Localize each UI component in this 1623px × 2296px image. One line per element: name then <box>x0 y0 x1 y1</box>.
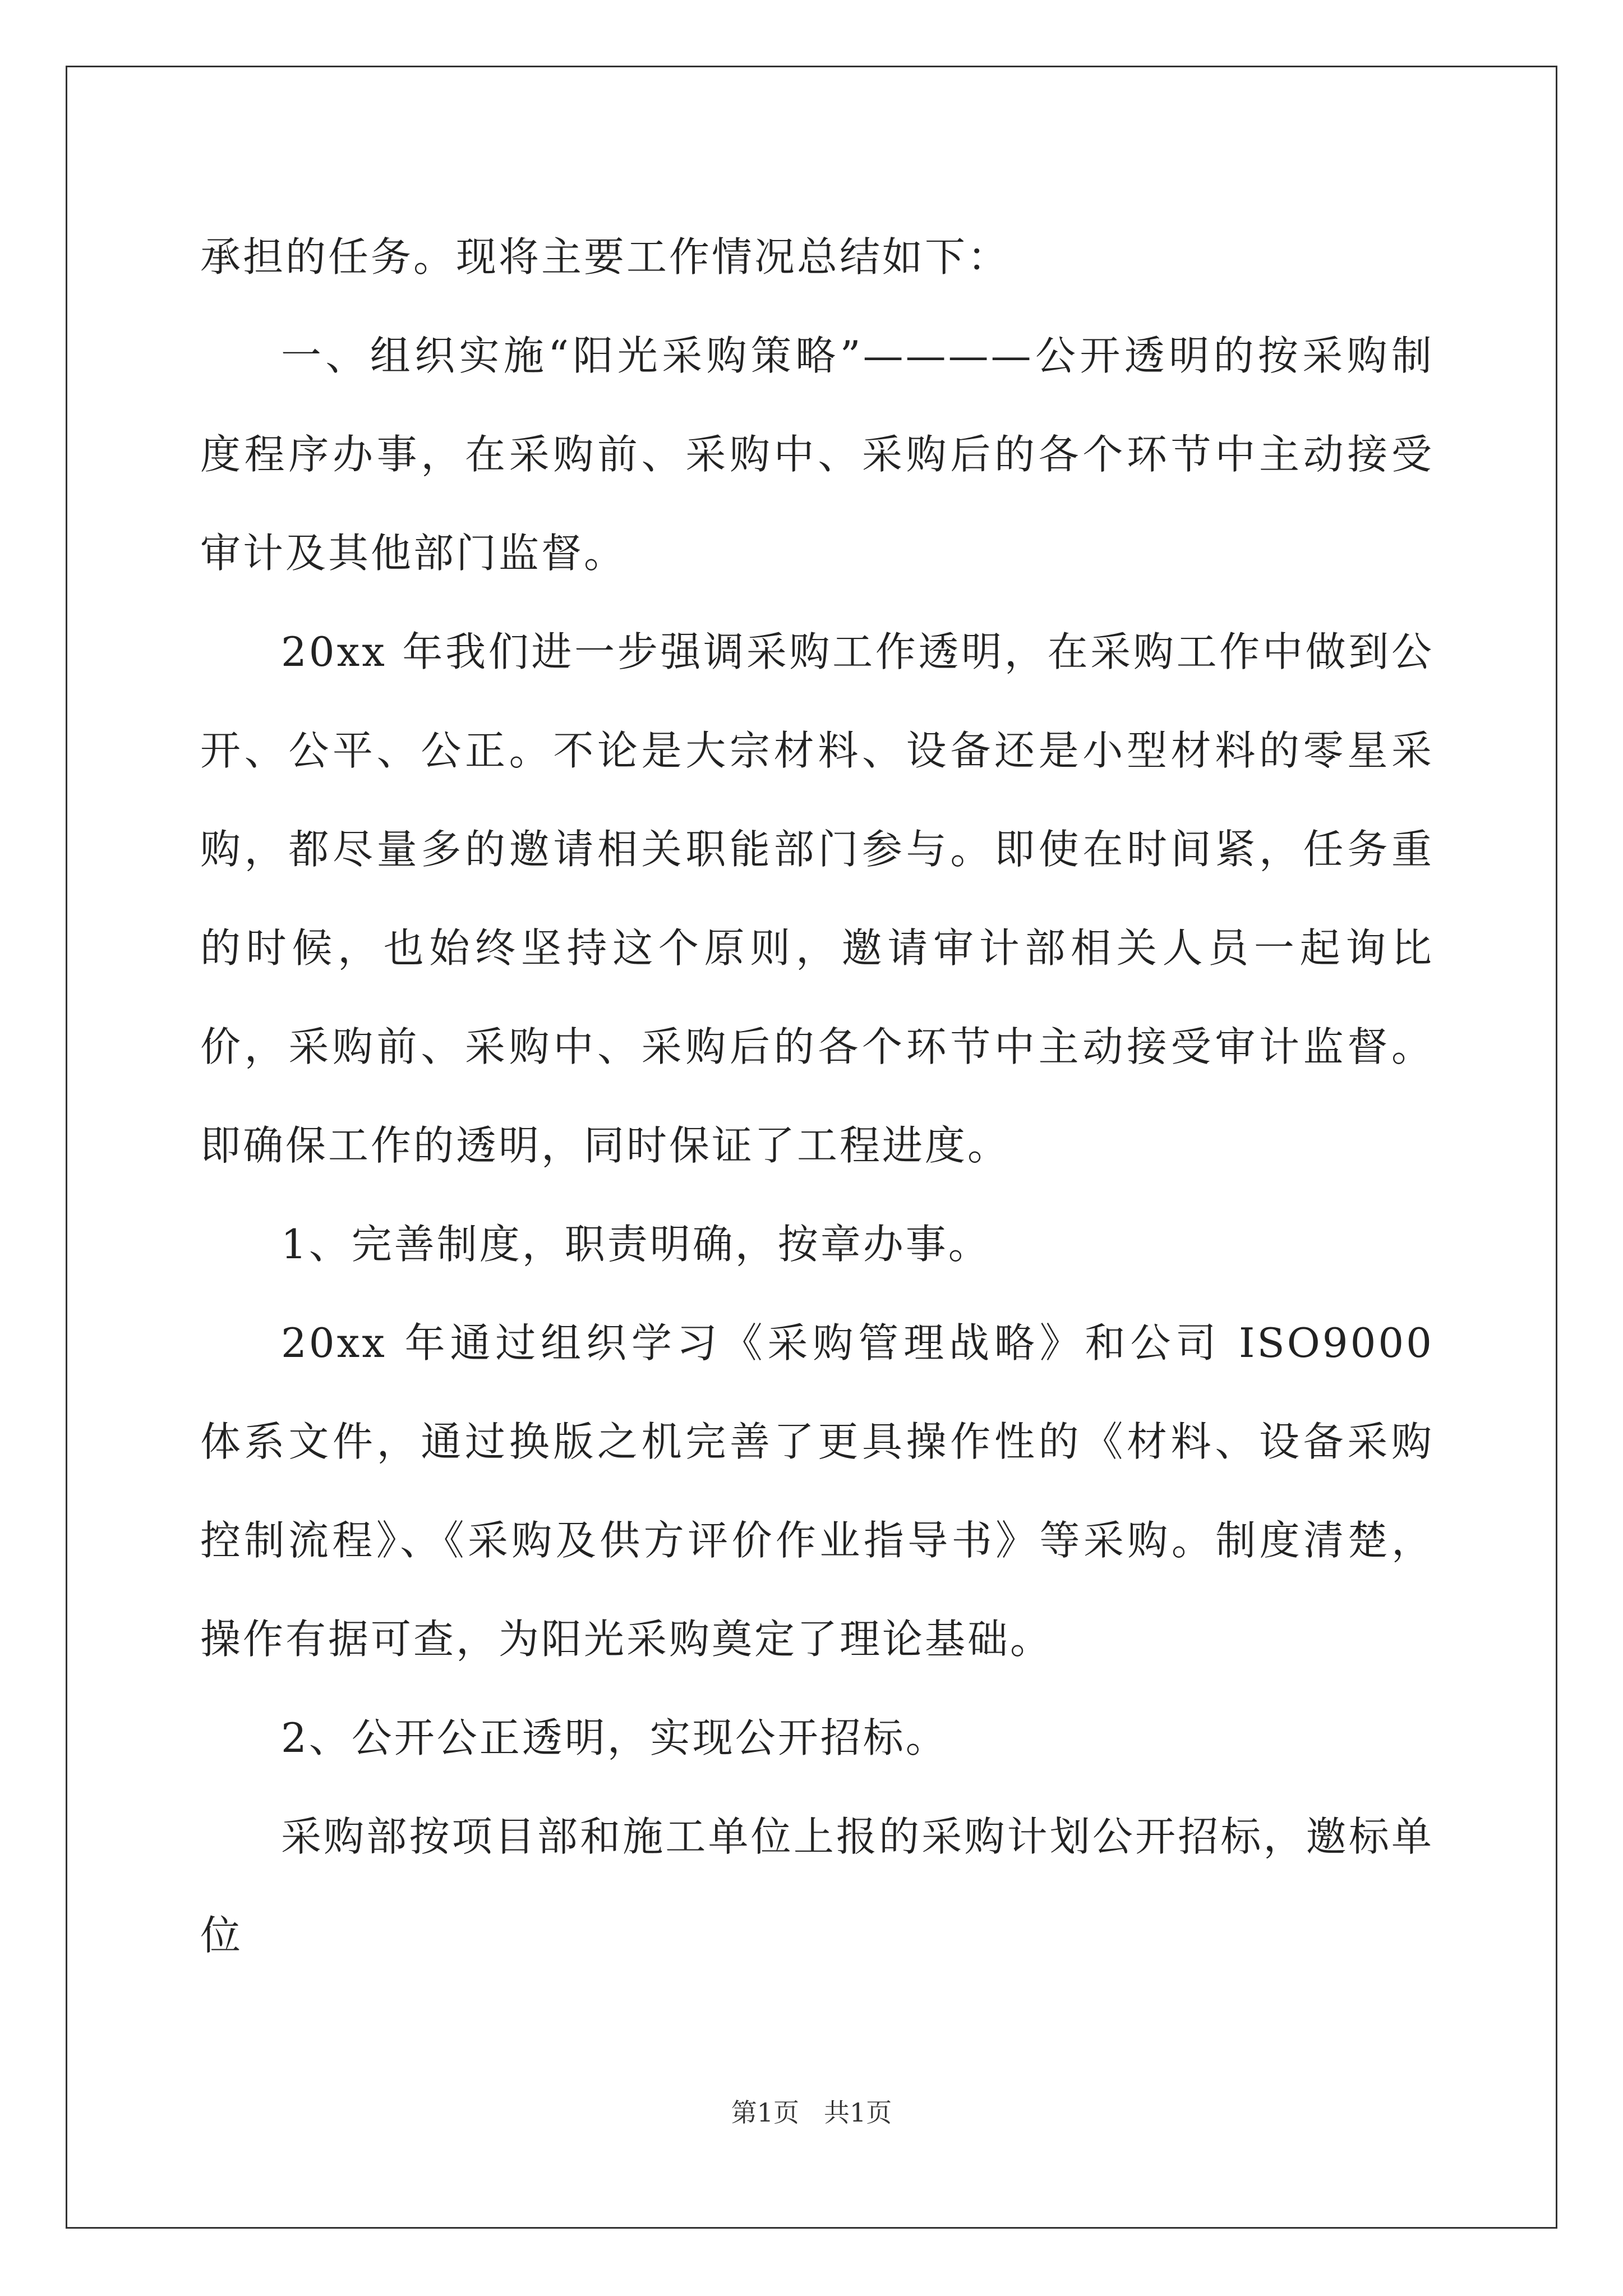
page-number: 第1页 <box>731 2097 799 2128</box>
paragraph-4: 1、完善制度，职责明确，按章办事。 <box>281 1221 991 1268</box>
document-body <box>200 208 1434 1985</box>
paragraph-6: 2、公开公正透明，实现公开招标。 <box>281 1714 948 1761</box>
paragraph-2: 一、组织实施“阳光采购策略”————公开透明的按采购制度程序办事，在采购前、采购中、采购后的各个环节中主动接受审计及其他部门监督。 <box>200 332 1434 577</box>
paragraph-3: 20xx 年我们进一步强调采购工作透明，在采购工作中做到公开、公平、公正。不论是大宗材料、设备还是小型材料的零星采购，都尽量多的邀请相关职能部门参与。即使在时间紧，任务重的时候，也始终坚持这个原则，邀请审计部相关人员一起询比价，采购前、采购中、采购后的各个环节中主动接受审计监督。即确保工作的透明，同时保证了工程进度。 <box>200 628 1434 1169</box>
paragraph-1: 承担的任务。现将主要工作情况总结如下： <box>200 233 1011 280</box>
paragraph-7: 采购部按项目部和施工单位上报的采购计划公开招标，邀标单位 <box>200 1813 1434 1959</box>
page-total: 共1页 <box>824 2097 892 2128</box>
paragraph-5: 20xx 年通过组织学习《采购管理战略》和公司 ISO9000 体系文件，通过换版之机完善了更具操作性的《材料、设备采购控制流程》、《采购及供方评价作业指导书》等采购。制度清楚，操作有据可查，为阳光采购奠定了理论基础。 <box>200 1319 1434 1663</box>
page-footer <box>0 2092 1623 2129</box>
